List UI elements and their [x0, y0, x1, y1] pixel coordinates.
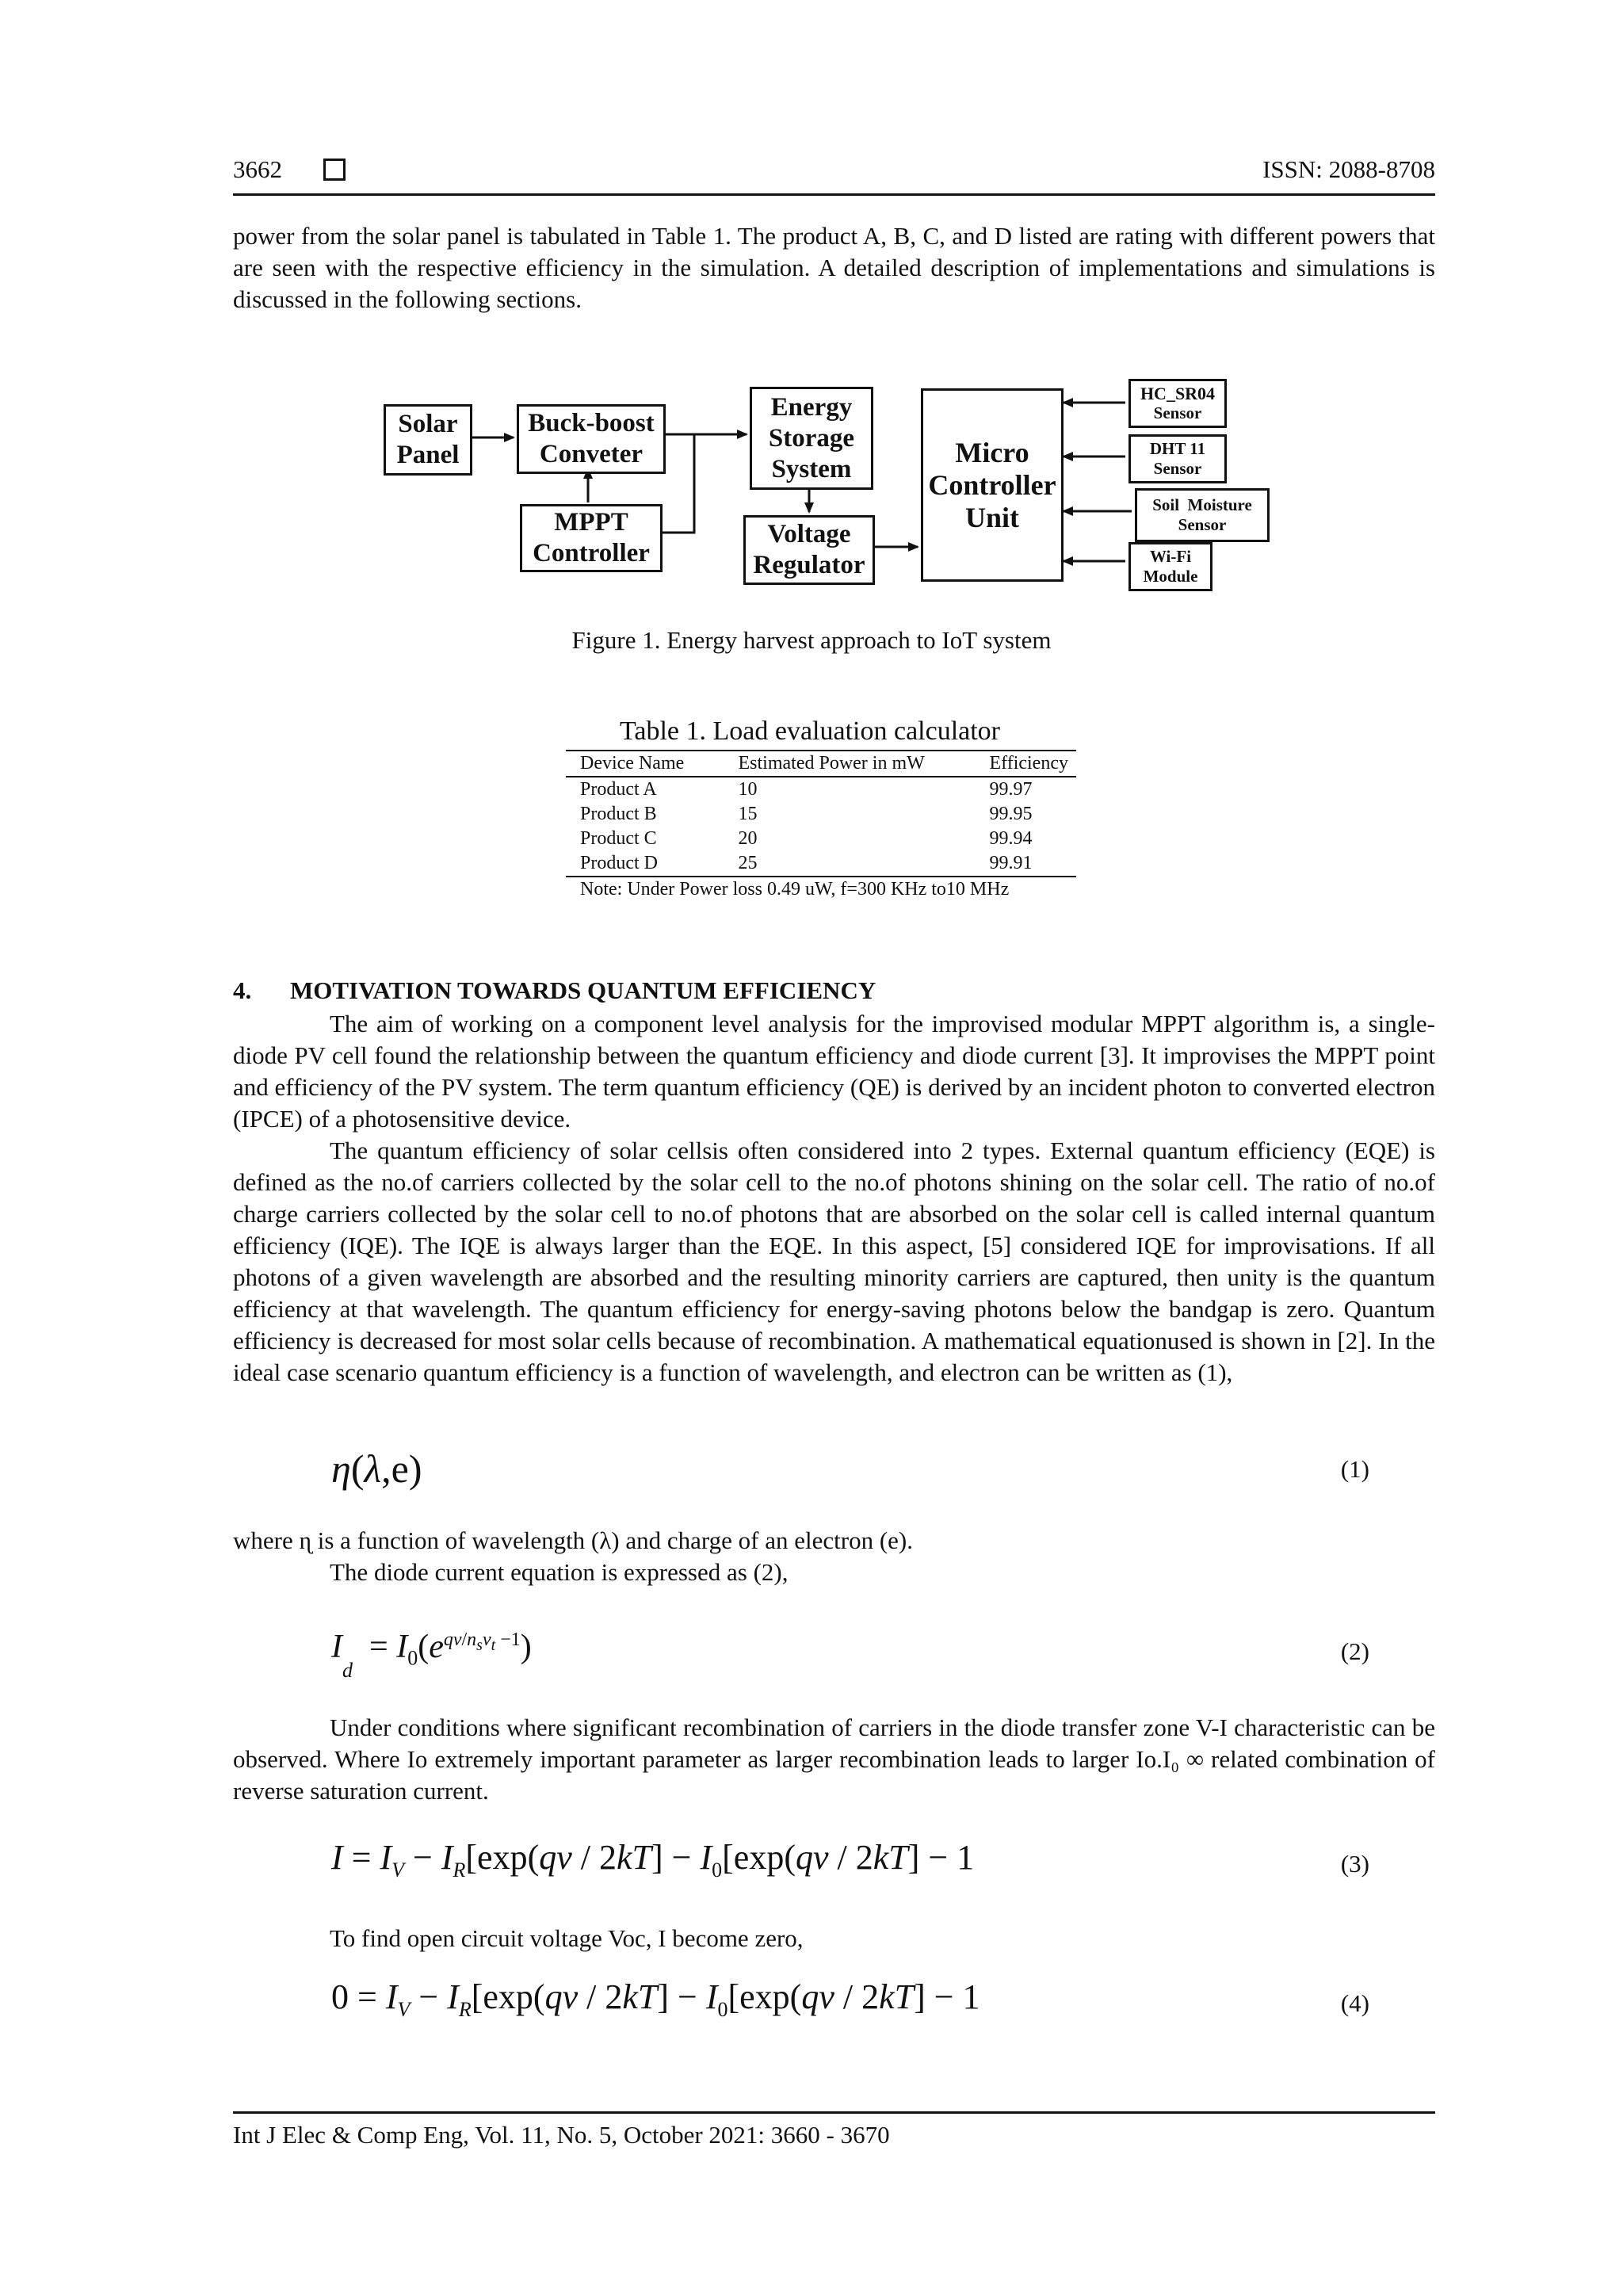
voltage-regulator-label-2: Regulator: [753, 551, 865, 579]
voltage-regulator-label-1: Voltage: [767, 520, 851, 548]
section-paragraph-2: The quantum efficiency of solar cellsis often considered into 2 types. External quantum efficiency (EQE) is defined as the no.of carriers collected by the solar cell to the no.of photons shining on the solar cell. The ratio of no.of charge carriers collected by the solar cell to no.of photons that are absorbed on the solar cell is called internal quantum efficiency (IQE). The IQE is always larger than the EQE. In this aspect, [5] considered IQE for improvisations. If all photons of a given wavelength are absorbed and the resulting minority carriers are captured, then unity is the quantum efficiency at that wavelength. The quantum efficiency for energy-saving photons below the bandgap is zero. Quantum efficiency is decreased for most solar cells because of recombination. A mathematical equationused is shown in [2]. In the ideal case scenario quantum efficiency is a function of wavelength, and electron can be written as (1),: [233, 1137, 1435, 1386]
table-row: [566, 777, 1076, 802]
table-cell: Product A: [580, 779, 657, 800]
equation-2-number: (2): [1340, 1637, 1369, 1665]
wifi-label-2: Module: [1143, 567, 1198, 586]
table-header-cell: Estimated Power in mW: [738, 753, 925, 774]
mcu-label-3: Unit: [964, 501, 1019, 533]
table-cell: Product B: [580, 804, 657, 824]
table-cell: 99.94: [989, 828, 1033, 849]
table-row: [566, 827, 1076, 851]
equation-1: η(λ,e): [331, 1446, 422, 1491]
equation-3: $I = I_V - I_R[\exp(qv / 2kT] - I_0[\exp(qv / 2kT] - 1$: [331, 1838, 975, 1881]
section-paragraph-1: The aim of working on a component level analysis for the improvised modular MPPT algorithm is, a single-diode PV cell found the relationship between the quantum efficiency and diode current [3]. It improvises the MPPT point and efficiency of the PV system. The term quantum efficiency (QE) is derived by an incident photon to converted electron (IPCE) of a photosensitive device.: [233, 1010, 1435, 1133]
micro-controller-unit-block: [921, 388, 1064, 582]
footer-rule: [233, 2111, 1435, 2114]
mcu-label-2: Controller: [928, 468, 1056, 501]
mppt-label-1: MPPT: [554, 508, 628, 537]
footer-citation: Int J Elec & Comp Eng, Vol. 11, No. 5, October 2021: 3660 - 3670: [233, 2121, 890, 2149]
section-number: 4.: [233, 976, 252, 1004]
dht11-label-1: DHT 11: [1149, 439, 1206, 458]
soil-moisture-label-1: Soil Moisture: [1152, 495, 1252, 514]
issn: ISSN: 2088-8708: [1262, 155, 1435, 183]
mppt-label-2: Controller: [533, 539, 650, 567]
table-cell: Product C: [580, 828, 657, 849]
mppt-controller-block: [520, 504, 663, 572]
table-note: Note: Under Power loss 0.49 uW, f=300 KHz to10 MHz: [580, 879, 1010, 900]
where-text: where ɳ is a function of wavelength (λ) and charge of an electron (e).: [233, 1526, 913, 1554]
table-1: [566, 750, 1076, 902]
energy-storage-block: [750, 387, 873, 490]
table-cell: 25: [738, 853, 758, 873]
buck-boost-label-2: Conveter: [539, 440, 643, 468]
intro-paragraph: power from the solar panel is tabulated in Table 1. The product A, B, C, and D listed are rating with different powers that are seen with the respective efficiency in the simulation. A detailed description of implementations and simulations is discussed in the following sections.: [233, 222, 1435, 313]
wifi-module-block: [1128, 542, 1212, 591]
section-title: MOTIVATION TOWARDS QUANTUM EFFICIENCY: [290, 976, 876, 1004]
solar-panel-label-2: Panel: [396, 441, 460, 469]
table-1-grid: [566, 751, 1076, 902]
table-header-cell: Device Name: [580, 753, 685, 774]
energy-storage-label-3: System: [771, 454, 852, 483]
page-number: 3662: [233, 155, 282, 183]
table-cell: 99.95: [989, 804, 1033, 824]
table-cell: 15: [738, 804, 758, 824]
dht11-sensor-block: [1128, 434, 1227, 483]
hc-sr04-label-2: Sensor: [1153, 403, 1202, 422]
wifi-label-1: Wi-Fi: [1149, 547, 1192, 566]
soil-moisture-sensor-block: [1135, 488, 1270, 542]
buck-boost-label-1: Buck-boost: [528, 409, 655, 437]
solar-panel-block: [384, 404, 472, 476]
equation-3-number: (3): [1340, 1850, 1369, 1878]
soil-moisture-label-2: Sensor: [1178, 515, 1227, 534]
hc-sr04-label-1: HC_SR04: [1140, 384, 1216, 403]
table-cell: 20: [738, 828, 758, 849]
table-row: [566, 851, 1076, 877]
table-1-title: Table 1. Load evaluation calculator: [619, 716, 1001, 746]
solar-panel-label-1: Solar: [398, 410, 458, 438]
equation-2: $I_d = I_0(e^{qv/n_sv_t -1})$: [331, 1629, 532, 1683]
energy-storage-label-1: Energy: [770, 392, 853, 422]
voltage-regulator-block: [743, 515, 875, 585]
mcu-label-1: Micro: [955, 436, 1029, 468]
energy-storage-label-2: Storage: [768, 423, 855, 453]
table-cell: 99.91: [989, 853, 1033, 873]
voc-text: To find open circuit voltage Voc, I become zero,: [330, 1924, 804, 1952]
section-paragraph-3: Under conditions where significant recombination of carriers in the diode transfer zone V-I characteristic can be observed. Where Io extremely important parameter as larger recombination leads to larger Io.I₀ ∞ related combination of reverse saturation current.: [233, 1713, 1435, 1805]
table-header-cell: Efficiency: [989, 753, 1068, 774]
table-cell: 99.97: [989, 779, 1033, 800]
diode-intro-text: The diode current equation is expressed as (2),: [330, 1558, 789, 1586]
table-top-rule: [566, 750, 1076, 751]
table-cell: Product D: [580, 853, 658, 873]
table-cell: 10: [738, 779, 758, 800]
buck-boost-block: [517, 404, 666, 474]
equation-1-number: (1): [1340, 1455, 1369, 1483]
table-header-row: [566, 751, 1076, 777]
equation-4-number: (4): [1340, 1989, 1369, 2017]
table-row: [566, 802, 1076, 827]
figure-1: [0, 0, 1623, 618]
table-note-row: [566, 877, 1076, 902]
figure-1-caption: Figure 1. Energy harvest approach to IoT system: [571, 626, 1052, 654]
dht11-label-2: Sensor: [1153, 459, 1202, 478]
equation-4: $0 = I_V - I_R[\exp(qv / 2kT] - I_0[\exp(qv / 2kT] - 1$: [331, 1977, 980, 2021]
hc-sr04-sensor-block: [1128, 379, 1227, 428]
